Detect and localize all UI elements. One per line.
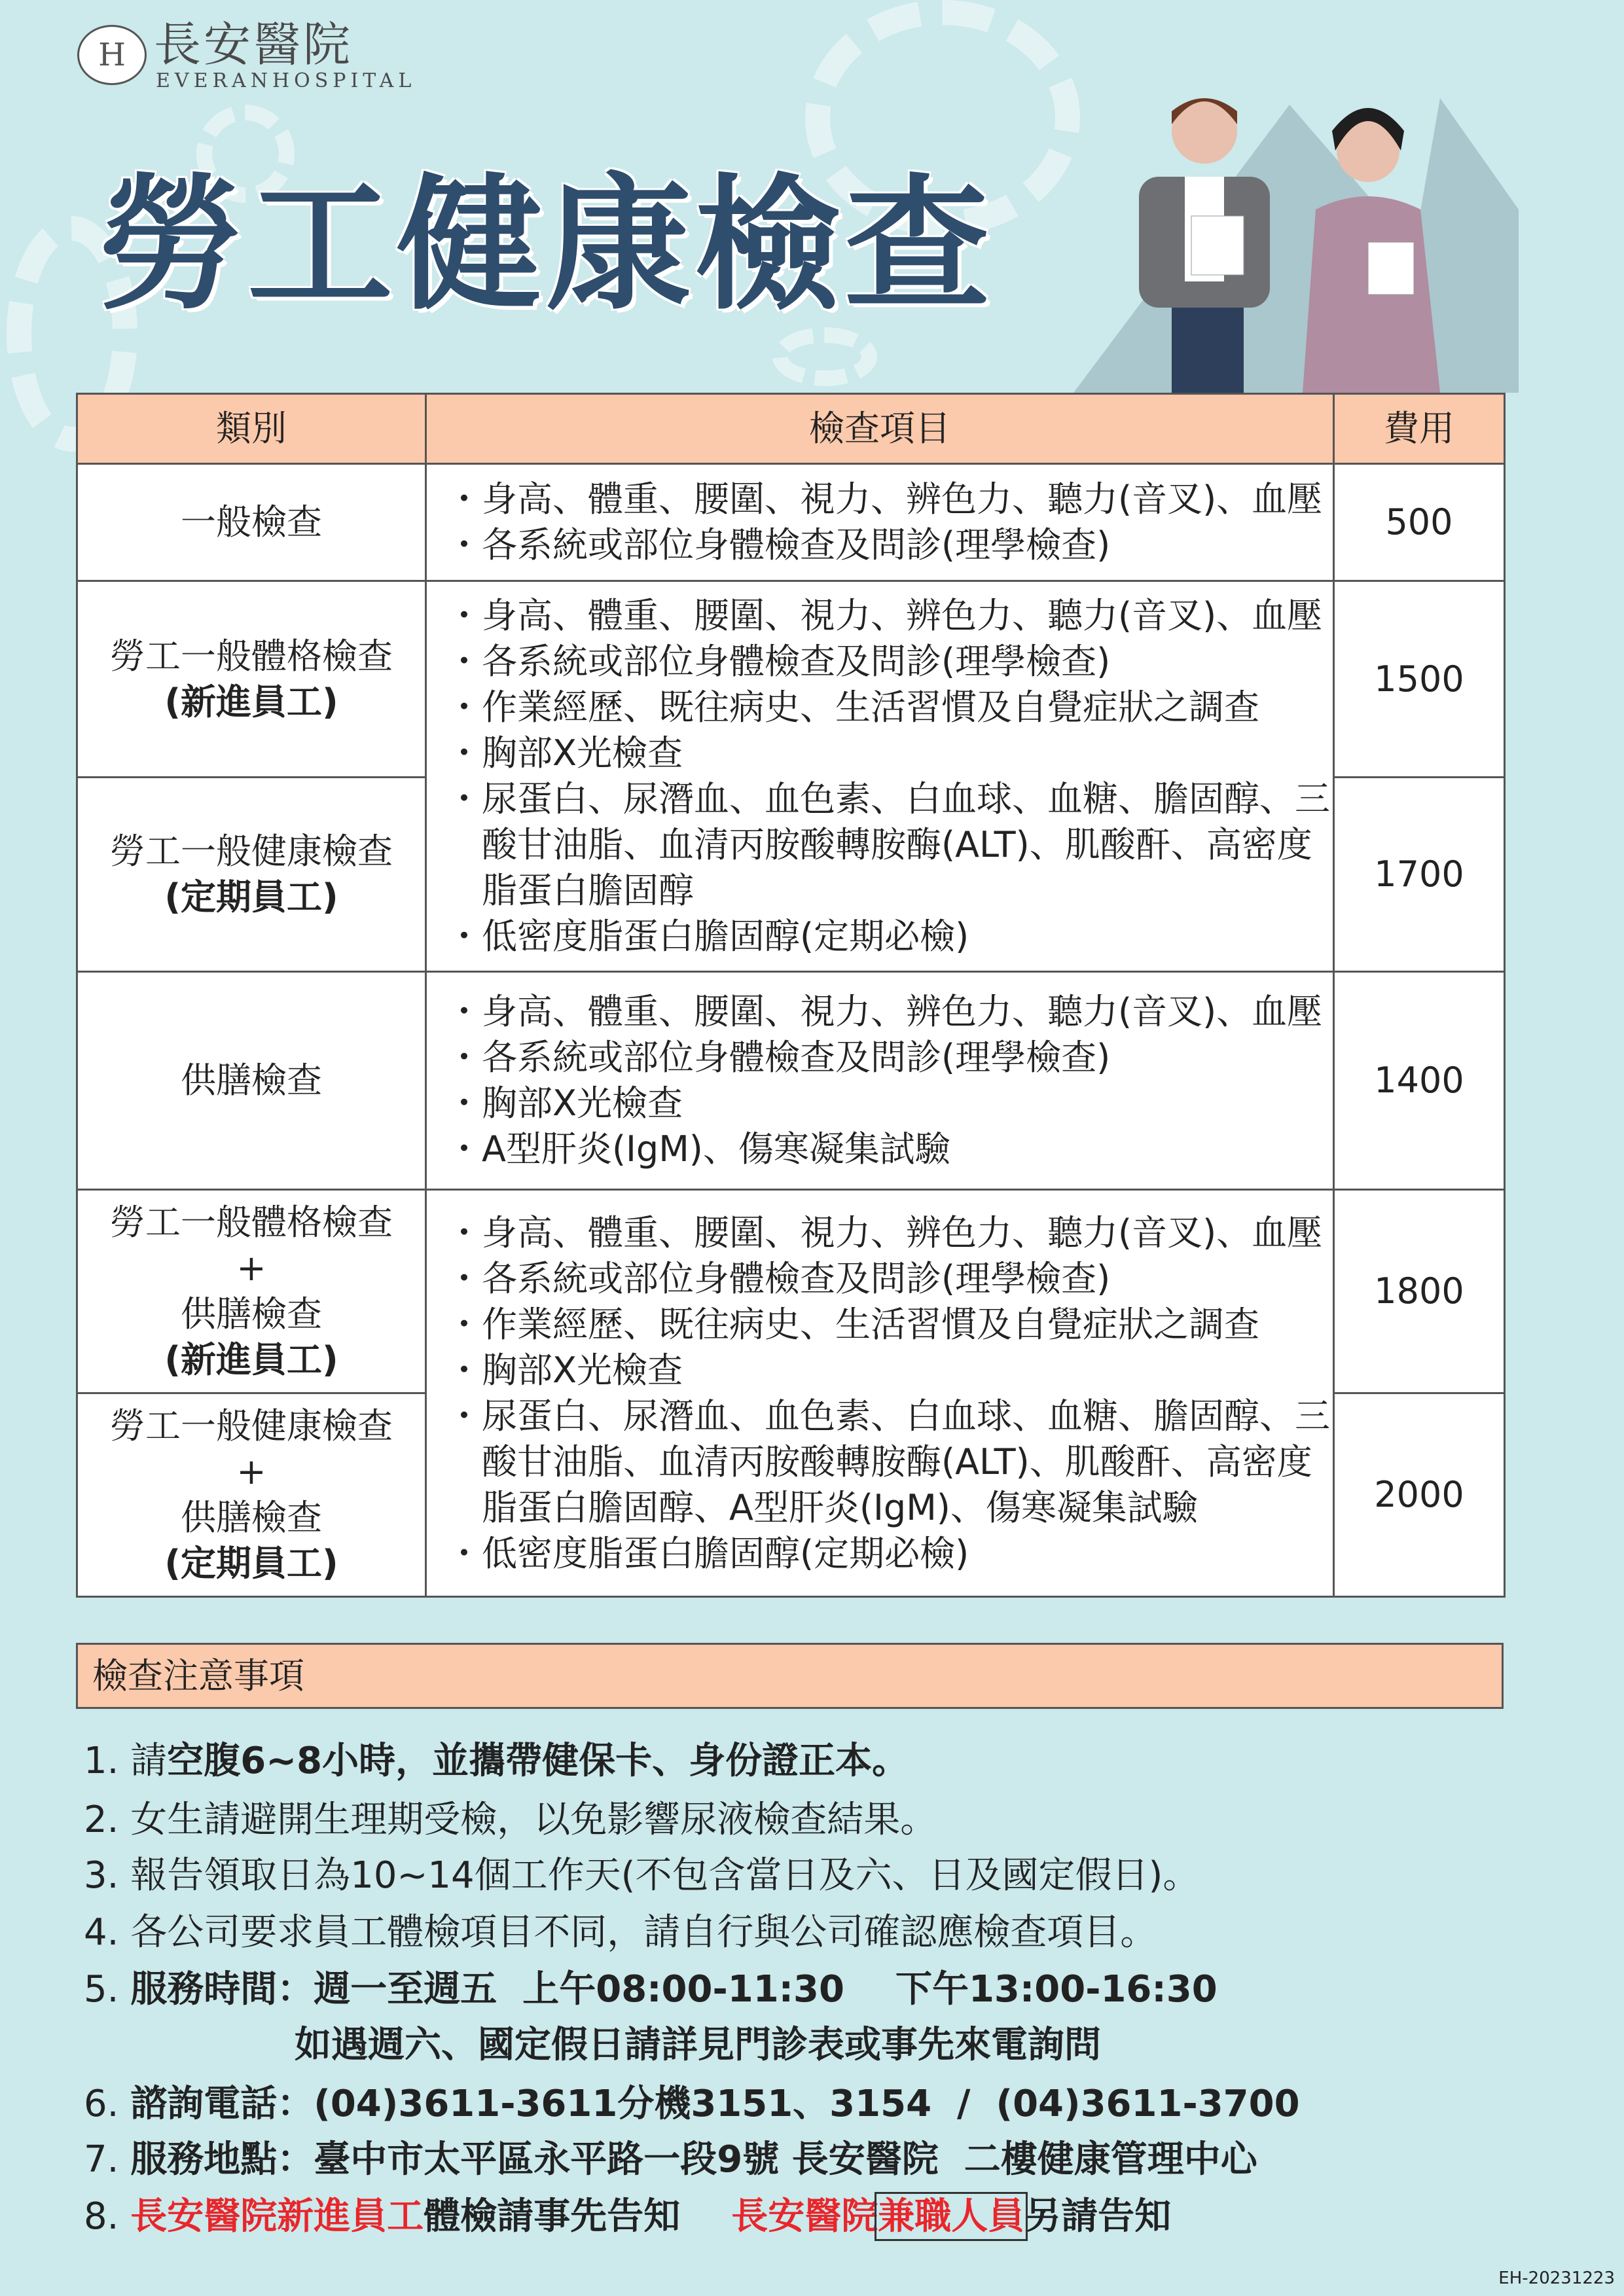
- logo-name-cn: 長安醫院: [154, 17, 353, 72]
- note-text: 體檢請事先告知: [424, 2195, 732, 2238]
- note-text: 2. 女生請避開生理期受檢，以免影響尿液檢查結果。: [84, 1799, 937, 1841]
- price-cell: 1400: [1333, 971, 1506, 1191]
- hospital-logo-icon: H: [77, 25, 147, 85]
- price-cell: 1700: [1333, 776, 1506, 973]
- note-text: 服務地點：臺中市太平區永平路一段9號 長安醫院 二樓健康管理中心: [130, 2138, 1257, 2181]
- table-header-cell: 檢查項目: [425, 393, 1335, 465]
- category-line: 供膳檢查: [181, 1497, 322, 1538]
- exam-item-line: ・胸部X光檢查: [446, 732, 683, 774]
- note-text: 3. 報告領取日為10~14個工作天(不包含當日及六、日及國定假日)。: [84, 1854, 1200, 1897]
- logo-name-en: EVERANHOSPITAL: [156, 69, 416, 92]
- note-text: 另請告知: [1024, 2195, 1172, 2238]
- category-line: 勞工一般體格檢查: [110, 1202, 393, 1243]
- exam-item-line: ・各系統或部位身體檢查及問診(理學檢查): [446, 1257, 1111, 1299]
- exam-item-line: ・身高、體重、腰圍、視力、辨色力、聽力(音叉)、血壓: [446, 595, 1323, 636]
- category-line: (新進員工): [164, 1339, 338, 1380]
- category-line: 供膳檢查: [181, 1293, 322, 1335]
- price-cell: 1800: [1333, 1189, 1506, 1394]
- category-line: 勞工一般體格檢查: [110, 635, 393, 677]
- note-item: [84, 2191, 1171, 2243]
- exam-item-line: 脂蛋白膽固醇: [446, 870, 694, 911]
- note-item: [84, 1735, 909, 1787]
- category-line: (定期員工): [164, 876, 338, 918]
- exam-item-line: ・低密度脂蛋白膽固醇(定期必檢): [446, 916, 969, 957]
- exam-item-line: ・各系統或部位身體檢查及問診(理學檢查): [446, 524, 1111, 565]
- category-line: 一般檢查: [181, 501, 322, 543]
- exam-item-line: ・各系統或部位身體檢查及問診(理學檢查): [446, 1037, 1111, 1078]
- note-item: [84, 1907, 1157, 1959]
- exam-item-line: ・身高、體重、腰圍、視力、辨色力、聽力(音叉)、血壓: [446, 1211, 1323, 1253]
- note-text: 長安醫院: [731, 2195, 878, 2238]
- gear-decoration: [772, 327, 877, 386]
- table-header-cell: 類別: [76, 393, 427, 465]
- category-line: (定期員工): [164, 1543, 338, 1584]
- document-code: EH-20231223: [1498, 2269, 1615, 2288]
- note-text: 如遇週六、國定假日請詳見門診表或事先來電詢問: [295, 2024, 1101, 2066]
- page-title: 勞工健康檢查: [98, 161, 994, 330]
- category-line: (新進員工): [164, 681, 338, 723]
- exam-item-line: ・身高、體重、腰圍、視力、辨色力、聽力(音叉)、血壓: [446, 478, 1323, 520]
- note-text: 兼職人員: [878, 2195, 1025, 2238]
- note-item: [84, 2134, 1257, 2186]
- note-text: 5.: [84, 1968, 131, 2011]
- exam-items-cell: [425, 971, 1335, 1191]
- exam-item-line: ・作業經歷、既往病史、生活習慣及自覺症狀之調查: [446, 687, 1259, 728]
- price-cell: 500: [1333, 463, 1506, 582]
- category-cell: [76, 1392, 427, 1598]
- exam-item-line: 酸甘油脂、血清丙胺酸轉胺酶(ALT)、肌酸酐、高密度: [446, 824, 1312, 865]
- note-text: 1. 請: [84, 1740, 168, 1782]
- category-line: 勞工一般健康檢查: [110, 1405, 393, 1446]
- exam-item-line: ・身高、體重、腰圍、視力、辨色力、聽力(音叉)、血壓: [446, 991, 1323, 1032]
- exam-item-line: ・尿蛋白、尿潛血、血色素、白血球、血糖、膽固醇、三: [446, 778, 1330, 819]
- price-cell: 1500: [1333, 580, 1506, 778]
- category-line: 勞工一般健康檢查: [110, 831, 393, 872]
- note-text: 7.: [84, 2138, 131, 2181]
- notes-header: 檢查注意事項: [76, 1643, 1504, 1709]
- category-cell: [76, 463, 427, 582]
- note-text: 6.: [84, 2083, 131, 2125]
- note-item: [84, 1794, 937, 1846]
- price-cell: 2000: [1333, 1392, 1506, 1598]
- category-line: 供膳檢查: [181, 1060, 322, 1101]
- exam-item-line: ・低密度脂蛋白膽固醇(定期必檢): [446, 1532, 969, 1574]
- note-text: 服務時間：週一至週五 上午08:00-11:30 下午13:00-16:30: [130, 1968, 1218, 2011]
- category-cell: [76, 580, 427, 778]
- exam-item-line: ・胸部X光檢查: [446, 1349, 683, 1391]
- exam-item-line: ・作業經歷、既往病史、生活習慣及自覺症狀之調查: [446, 1303, 1259, 1345]
- table-header-cell: 費用: [1333, 393, 1506, 465]
- workers-illustration: [1074, 79, 1519, 393]
- note-item: [84, 2078, 1300, 2130]
- exam-items-cell: [425, 580, 1335, 973]
- exam-item-line: ・胸部X光檢查: [446, 1083, 683, 1124]
- exam-item-line: ・尿蛋白、尿潛血、血色素、白血球、血糖、膽固醇、三: [446, 1395, 1330, 1437]
- category-cell: [76, 1189, 427, 1394]
- exam-item-line: ・各系統或部位身體檢查及問診(理學檢查): [446, 641, 1111, 682]
- note-text: 長安醫院新進員工: [130, 2195, 424, 2238]
- note-item: [84, 1964, 1218, 2016]
- exam-items-cell: [425, 463, 1335, 582]
- note-text: 諮詢電話：(04)3611-3611分機3151、3154 / (04)3611-3700: [130, 2083, 1300, 2125]
- note-text: 空腹6~8小時，並攜帶健保卡、身份證正本。: [167, 1740, 909, 1782]
- note-item: [84, 1850, 1199, 1902]
- exam-item-line: 酸甘油脂、血清丙胺酸轉胺酶(ALT)、肌酸酐、高密度: [446, 1441, 1312, 1482]
- exam-item-line: ・A型肝炎(IgM)、傷寒凝集試驗: [446, 1128, 950, 1170]
- note-text: 4. 各公司要求員工體檢項目不同，請自行與公司確認應檢查項目。: [84, 1911, 1157, 1954]
- exam-items-cell: [425, 1189, 1335, 1598]
- category-cell: [76, 971, 427, 1191]
- note-text: 8.: [84, 2195, 131, 2238]
- category-line: +: [236, 1451, 266, 1492]
- category-cell: [76, 776, 427, 973]
- exam-item-line: 脂蛋白膽固醇、A型肝炎(IgM)、傷寒凝集試驗: [446, 1486, 1198, 1528]
- category-line: +: [236, 1247, 266, 1289]
- note-item: [295, 2019, 1101, 2072]
